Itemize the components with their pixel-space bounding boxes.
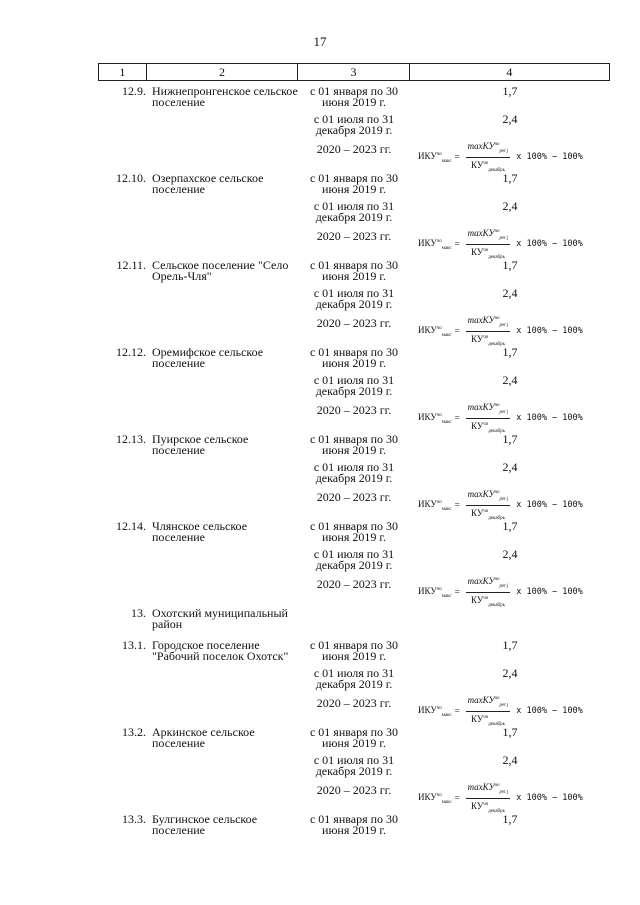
period-label: 2020 – 2023 гг. bbox=[316, 316, 392, 330]
period-first-half-2019 bbox=[298, 640, 610, 668]
formula-numerator bbox=[466, 313, 511, 332]
period-first-half-2019 bbox=[298, 86, 610, 114]
formula-lhs-sup: чо bbox=[436, 238, 442, 244]
index-formula bbox=[410, 577, 610, 608]
formula-num-text: maxКУ bbox=[467, 228, 495, 239]
row-periods bbox=[298, 640, 610, 727]
formula-num-sup: чо bbox=[494, 316, 500, 322]
period-label: с 01 января по 30 июня 2019 г. bbox=[309, 258, 399, 283]
formula-lhs: ИКУ bbox=[418, 704, 437, 715]
formula-den-sup: чо bbox=[483, 335, 489, 340]
period-2020-2023 bbox=[298, 142, 610, 173]
formula-tail: x 100% − 100% bbox=[516, 706, 583, 716]
index-value: 2,4 bbox=[502, 547, 518, 561]
table-header bbox=[98, 63, 610, 81]
period-first-half-2019 bbox=[298, 521, 610, 549]
index-value: 2,4 bbox=[502, 112, 518, 126]
formula-num-sup: чо bbox=[494, 229, 500, 235]
period-first-half-2019 bbox=[298, 260, 610, 288]
table-body bbox=[98, 86, 610, 842]
row-number: 13. bbox=[131, 606, 146, 620]
period-label: с 01 июля по 31 декабря 2019 г. bbox=[313, 112, 395, 137]
formula-den-sub: декабрь bbox=[488, 254, 505, 260]
period-label: с 01 июля по 31 декабря 2019 г. bbox=[313, 753, 395, 778]
row-periods bbox=[298, 521, 610, 608]
formula-equals: = bbox=[454, 326, 460, 336]
formula-num-sub: реt j bbox=[499, 497, 509, 502]
period-2020-2023 bbox=[298, 316, 610, 347]
formula-den-sub: декабрь bbox=[488, 428, 505, 434]
formula-tail: x 100% − 100% bbox=[516, 587, 583, 597]
formula-num-text: maxКУ bbox=[467, 782, 495, 793]
formula-num-text: maxКУ bbox=[467, 141, 495, 152]
period-label: с 01 июля по 31 декабря 2019 г. bbox=[313, 199, 395, 224]
formula-lhs: ИКУ bbox=[418, 791, 437, 802]
formula-tail: x 100% − 100% bbox=[516, 152, 583, 162]
period-label: 2020 – 2023 гг. bbox=[316, 696, 392, 710]
formula-num-sub: реt j bbox=[499, 236, 509, 241]
formula-num-text: maxКУ bbox=[467, 402, 495, 413]
formula-expression bbox=[418, 780, 583, 817]
formula-lhs-sup: чо bbox=[436, 151, 442, 157]
formula-tail: x 100% − 100% bbox=[516, 793, 583, 803]
formula-tail: x 100% − 100% bbox=[516, 500, 583, 510]
row-periods bbox=[298, 434, 610, 521]
index-value: 1,7 bbox=[502, 725, 518, 739]
formula-expression bbox=[418, 226, 583, 263]
period-label: 2020 – 2023 гг. bbox=[316, 577, 392, 591]
formula-den-text: КУ bbox=[471, 508, 484, 518]
formula-equals: = bbox=[454, 587, 460, 597]
formula-lhs-wrap bbox=[418, 149, 452, 167]
period-label: 2020 – 2023 гг. bbox=[316, 783, 392, 797]
formula-den-sub: декабрь bbox=[488, 341, 505, 347]
formula-equals: = bbox=[454, 500, 460, 510]
period-second-half-2019 bbox=[298, 288, 610, 316]
formula-den-sub: декабрь bbox=[488, 721, 505, 727]
settlement-name: Озерпахское сельское поселение bbox=[152, 171, 264, 196]
formula-equals: = bbox=[454, 793, 460, 803]
formula-num-sub: реt j bbox=[499, 149, 509, 154]
period-second-half-2019 bbox=[298, 201, 610, 229]
formula-lhs-sup: чо bbox=[436, 705, 442, 711]
settlement-name: Нижнепронгенское сельское поселение bbox=[152, 84, 298, 109]
formula-num-text: maxКУ bbox=[467, 489, 495, 500]
formula-den-sub: декабрь bbox=[488, 515, 505, 521]
table-row bbox=[98, 260, 610, 347]
formula-den-sup: чо bbox=[483, 161, 489, 166]
formula-numerator bbox=[466, 693, 511, 712]
row-periods bbox=[298, 814, 610, 842]
formula-den-text: КУ bbox=[471, 160, 484, 170]
formula-lhs-sub: макс bbox=[441, 419, 452, 425]
formula-lhs-wrap bbox=[418, 236, 452, 254]
table-row bbox=[98, 640, 610, 727]
period-label: с 01 июля по 31 декабря 2019 г. bbox=[313, 373, 395, 398]
formula-equals: = bbox=[454, 413, 460, 423]
settlement-name: Булгинское сельское поселение bbox=[152, 812, 258, 837]
period-label: с 01 января по 30 июня 2019 г. bbox=[309, 345, 399, 370]
formula-den-sup: чо bbox=[483, 802, 489, 807]
settlement-name: Городское поселение "Рабочий поселок Охотск" bbox=[152, 638, 289, 663]
index-value: 2,4 bbox=[502, 460, 518, 474]
row-periods bbox=[298, 347, 610, 434]
row-periods bbox=[298, 727, 610, 814]
period-label: с 01 января по 30 июня 2019 г. bbox=[309, 84, 399, 109]
index-formula bbox=[410, 696, 610, 727]
formula-expression bbox=[418, 313, 583, 350]
formula-lhs-sub: макс bbox=[441, 158, 452, 164]
formula-lhs: ИКУ bbox=[418, 150, 437, 161]
table-row bbox=[98, 521, 610, 608]
index-value: 1,7 bbox=[502, 638, 518, 652]
formula-num-sub: реt j bbox=[499, 703, 509, 708]
period-first-half-2019 bbox=[298, 173, 610, 201]
formula-expression bbox=[418, 487, 583, 524]
row-number: 12.9. bbox=[122, 84, 146, 98]
formula-lhs-sup: чо bbox=[436, 586, 442, 592]
index-formula bbox=[410, 783, 610, 814]
period-second-half-2019 bbox=[298, 668, 610, 696]
row-number: 13.1. bbox=[122, 638, 146, 652]
formula-numerator bbox=[466, 226, 511, 245]
settlement-name: Аркинское сельское поселение bbox=[152, 725, 255, 750]
index-value: 1,7 bbox=[502, 812, 518, 826]
formula-lhs-sub: макс bbox=[441, 332, 452, 338]
index-value: 2,4 bbox=[502, 199, 518, 213]
formula-lhs-sub: макс bbox=[441, 799, 452, 805]
formula-den-sup: чо bbox=[483, 509, 489, 514]
formula-num-sub: реt j bbox=[499, 323, 509, 328]
index-formula bbox=[410, 316, 610, 347]
period-label: с 01 января по 30 июня 2019 г. bbox=[309, 171, 399, 196]
formula-lhs-sup: чо bbox=[436, 325, 442, 331]
formula-den-sup: чо bbox=[483, 422, 489, 427]
formula-den-sub: декабрь bbox=[488, 167, 505, 173]
formula-den-text: КУ bbox=[471, 595, 484, 605]
period-label: с 01 января по 30 июня 2019 г. bbox=[309, 638, 399, 663]
formula-numerator bbox=[466, 780, 511, 799]
formula-numerator bbox=[466, 139, 511, 158]
table-row bbox=[98, 814, 610, 842]
row-number: 12.12. bbox=[116, 345, 146, 359]
period-label: с 01 июля по 31 декабря 2019 г. bbox=[313, 460, 395, 485]
formula-den-sup: чо bbox=[483, 715, 489, 720]
period-2020-2023 bbox=[298, 577, 610, 608]
formula-num-sub: реt j bbox=[499, 410, 509, 415]
row-periods bbox=[298, 86, 610, 173]
row-periods bbox=[298, 260, 610, 347]
formula-equals: = bbox=[454, 706, 460, 716]
formula-den-text: КУ bbox=[471, 421, 484, 431]
settlement-name: Пуирское сельское поселение bbox=[152, 432, 249, 457]
period-label: 2020 – 2023 гг. bbox=[316, 403, 392, 417]
period-label: 2020 – 2023 гг. bbox=[316, 229, 392, 243]
formula-num-sup: чо bbox=[494, 490, 500, 496]
index-value: 1,7 bbox=[502, 345, 518, 359]
row-number: 12.14. bbox=[116, 519, 146, 533]
formula-num-sup: чо bbox=[494, 142, 500, 148]
header-col-2: 2 bbox=[147, 64, 298, 80]
formula-lhs: ИКУ bbox=[418, 585, 437, 596]
formula-num-text: maxКУ bbox=[467, 315, 495, 326]
period-label: 2020 – 2023 гг. bbox=[316, 142, 392, 156]
index-value: 1,7 bbox=[502, 258, 518, 272]
period-second-half-2019 bbox=[298, 462, 610, 490]
header-col-4: 4 bbox=[506, 64, 513, 79]
period-second-half-2019 bbox=[298, 114, 610, 142]
row-periods bbox=[298, 608, 610, 640]
formula-den-sup: чо bbox=[483, 248, 489, 253]
period-label: с 01 января по 30 июня 2019 г. bbox=[309, 519, 399, 544]
period-2020-2023 bbox=[298, 229, 610, 260]
index-value: 1,7 bbox=[502, 171, 518, 185]
page-number: 17 bbox=[313, 34, 327, 49]
index-formula bbox=[410, 142, 610, 173]
table-row bbox=[98, 86, 610, 173]
period-label: с 01 января по 30 июня 2019 г. bbox=[309, 725, 399, 750]
settlement-name: Члянское сельское поселение bbox=[152, 519, 248, 544]
index-value: 1,7 bbox=[502, 432, 518, 446]
row-number: 12.10. bbox=[116, 171, 146, 185]
formula-den-sup: чо bbox=[483, 596, 489, 601]
formula-num-text: maxКУ bbox=[467, 695, 495, 706]
formula-fraction bbox=[466, 574, 511, 611]
period-2020-2023 bbox=[298, 783, 610, 814]
formula-den-text: КУ bbox=[471, 714, 484, 724]
index-formula bbox=[410, 403, 610, 434]
formula-num-sup: чо bbox=[494, 403, 500, 409]
period-second-half-2019 bbox=[298, 375, 610, 403]
formula-den-text: КУ bbox=[471, 801, 484, 811]
formula-expression bbox=[418, 693, 583, 730]
table-row bbox=[98, 347, 610, 434]
formula-lhs: ИКУ bbox=[418, 324, 437, 335]
table-row bbox=[98, 173, 610, 260]
header-col-3: 3 bbox=[298, 64, 410, 80]
formula-lhs-wrap bbox=[418, 584, 452, 602]
formula-num-sup: чо bbox=[494, 783, 500, 789]
header-col-1: 1 bbox=[99, 64, 147, 80]
formula-lhs-sub: макс bbox=[441, 245, 452, 251]
formula-equals: = bbox=[454, 239, 460, 249]
formula-den-sub: декабрь bbox=[488, 602, 505, 608]
index-value: 1,7 bbox=[502, 84, 518, 98]
row-periods bbox=[298, 173, 610, 260]
formula-lhs-wrap bbox=[418, 790, 452, 808]
formula-expression bbox=[418, 400, 583, 437]
index-value: 2,4 bbox=[502, 753, 518, 767]
formula-numerator bbox=[466, 487, 511, 506]
formula-den-text: КУ bbox=[471, 247, 484, 257]
formula-lhs-wrap bbox=[418, 410, 452, 428]
formula-lhs-sub: макс bbox=[441, 506, 452, 512]
period-2020-2023 bbox=[298, 490, 610, 521]
settlement-name: Сельское поселение "Село Орель-Чля" bbox=[152, 258, 289, 283]
index-value: 1,7 bbox=[502, 519, 518, 533]
period-first-half-2019 bbox=[298, 727, 610, 755]
table-row bbox=[98, 727, 610, 814]
formula-tail: x 100% − 100% bbox=[516, 239, 583, 249]
formula-den-sub: декабрь bbox=[488, 808, 505, 814]
period-first-half-2019 bbox=[298, 434, 610, 462]
row-number: 12.11. bbox=[116, 258, 146, 272]
formula-lhs: ИКУ bbox=[418, 237, 437, 248]
period-label: с 01 июля по 31 декабря 2019 г. bbox=[313, 286, 395, 311]
formula-lhs-wrap bbox=[418, 703, 452, 721]
settlement-name: Оремифское сельское поселение bbox=[152, 345, 264, 370]
index-value: 2,4 bbox=[502, 373, 518, 387]
formula-lhs: ИКУ bbox=[418, 411, 437, 422]
formula-lhs: ИКУ bbox=[418, 498, 437, 509]
table-row bbox=[98, 434, 610, 521]
period-label: с 01 июля по 31 декабря 2019 г. bbox=[313, 547, 395, 572]
formula-lhs-sub: макс bbox=[441, 593, 452, 599]
formula-expression bbox=[418, 574, 583, 611]
formula-num-text: maxКУ bbox=[467, 576, 495, 587]
formula-expression bbox=[418, 139, 583, 176]
index-value: 2,4 bbox=[502, 666, 518, 680]
index-value: 2,4 bbox=[502, 286, 518, 300]
formula-num-sup: чо bbox=[494, 696, 500, 702]
formula-lhs-sub: макс bbox=[441, 712, 452, 718]
row-number: 13.3. bbox=[122, 812, 146, 826]
formula-numerator bbox=[466, 400, 511, 419]
period-first-half-2019 bbox=[298, 347, 610, 375]
formula-lhs-sup: чо bbox=[436, 792, 442, 798]
formula-equals: = bbox=[454, 152, 460, 162]
settlement-name: Охотский муниципальный район bbox=[152, 606, 288, 631]
index-formula bbox=[410, 490, 610, 521]
formula-num-sub: реt j bbox=[499, 790, 509, 795]
formula-den-text: КУ bbox=[471, 334, 484, 344]
formula-tail: x 100% − 100% bbox=[516, 413, 583, 423]
period-label: с 01 января по 30 июня 2019 г. bbox=[309, 812, 399, 837]
formula-numerator bbox=[466, 574, 511, 593]
period-2020-2023 bbox=[298, 696, 610, 727]
index-formula bbox=[410, 229, 610, 260]
formula-tail: x 100% − 100% bbox=[516, 326, 583, 336]
formula-lhs-sup: чо bbox=[436, 412, 442, 418]
formula-num-sup: чо bbox=[494, 577, 500, 583]
period-label: с 01 января по 30 июня 2019 г. bbox=[309, 432, 399, 457]
period-second-half-2019 bbox=[298, 549, 610, 577]
table-row bbox=[98, 608, 610, 640]
formula-lhs-wrap bbox=[418, 497, 452, 515]
period-first-half-2019 bbox=[298, 814, 610, 842]
period-second-half-2019 bbox=[298, 755, 610, 783]
row-number: 12.13. bbox=[116, 432, 146, 446]
formula-num-sub: реt j bbox=[499, 584, 509, 589]
period-label: 2020 – 2023 гг. bbox=[316, 490, 392, 504]
period-2020-2023 bbox=[298, 403, 610, 434]
formula-lhs-sup: чо bbox=[436, 499, 442, 505]
formula-lhs-wrap bbox=[418, 323, 452, 341]
period-label: с 01 июля по 31 декабря 2019 г. bbox=[313, 666, 395, 691]
row-number: 13.2. bbox=[122, 725, 146, 739]
